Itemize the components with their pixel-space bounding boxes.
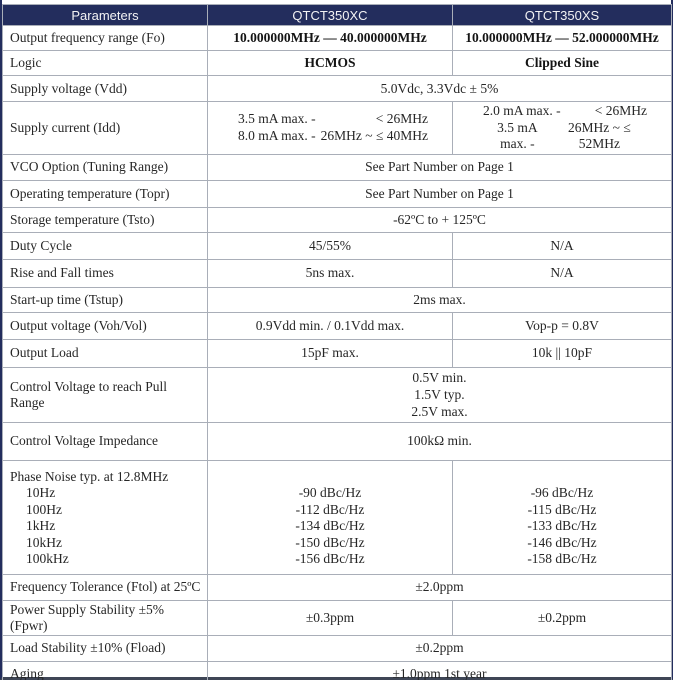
param-label: Load Stability ±10% (Fload) bbox=[3, 635, 208, 661]
param-label: Aging bbox=[3, 661, 208, 680]
row-supply-voltage bbox=[3, 76, 672, 102]
value-xs: N/A bbox=[453, 232, 672, 259]
value-span: ±2.0ppm bbox=[208, 574, 672, 600]
param-label: Power Supply Stability ±5% (Fpwr) bbox=[3, 600, 208, 635]
param-label: Frequency Tolerance (Ftol) at 25ºC bbox=[3, 574, 208, 600]
phase-noise-xs-value: -133 dBc/Hz bbox=[527, 518, 597, 534]
row-load-stability bbox=[3, 635, 672, 661]
idd-xs-line2 bbox=[457, 120, 667, 153]
value-xc: 15pF max. bbox=[208, 339, 453, 367]
value-xs bbox=[453, 102, 672, 155]
param-label: Start-up time (Tstup) bbox=[3, 287, 208, 312]
row-startup-time bbox=[3, 287, 672, 312]
value-xc: 5ns max. bbox=[208, 259, 453, 287]
param-label: Operating temperature (Topr) bbox=[3, 180, 208, 207]
row-frequency-tolerance bbox=[3, 574, 672, 600]
param-label bbox=[3, 460, 208, 574]
idd-xc-l1-right: < 26MHz bbox=[375, 111, 428, 127]
param-label: Control Voltage to reach Pull Range bbox=[3, 367, 208, 422]
idd-xs-l1-right: < 26MHz bbox=[594, 103, 647, 118]
value-span: ±1.0ppm 1st year bbox=[208, 661, 672, 680]
row-output-frequency-range bbox=[3, 26, 672, 51]
phase-noise-xs-value: -115 dBc/Hz bbox=[527, 501, 597, 517]
value-span bbox=[208, 367, 672, 422]
value-xs: N/A bbox=[453, 259, 672, 287]
value-xs: Vop-p = 0.8V bbox=[453, 312, 672, 339]
value-xc: ±0.3ppm bbox=[208, 600, 453, 635]
idd-xs-l2-left: 3.5 mA max. - bbox=[497, 119, 538, 151]
row-storage-temperature bbox=[3, 207, 672, 232]
value-xs: 10.000000MHz — 52.000000MHz bbox=[453, 26, 672, 51]
phase-noise-xc-value: -90 dBc/Hz bbox=[298, 485, 362, 501]
value-xc bbox=[208, 460, 453, 574]
phase-noise-freq: 100kHz bbox=[26, 551, 69, 567]
value-xc: 10.000000MHz — 40.000000MHz bbox=[208, 26, 453, 51]
header-model-qtct350xs: QTCT350XS bbox=[453, 5, 672, 26]
value-xc bbox=[208, 102, 453, 155]
phase-noise-xs-value: -96 dBc/Hz bbox=[530, 485, 594, 501]
phase-noise-xc-value: -134 dBc/Hz bbox=[295, 518, 365, 534]
value-span: 100kΩ min. bbox=[208, 422, 672, 460]
phase-noise-freq: 10kHz bbox=[26, 534, 62, 550]
phase-noise-freq: 100Hz bbox=[26, 501, 62, 517]
value-span: See Part Number on Page 1 bbox=[208, 154, 672, 180]
param-label: Duty Cycle bbox=[3, 232, 208, 259]
value-span: See Part Number on Page 1 bbox=[208, 180, 672, 207]
phase-noise-xc-value: -112 dBc/Hz bbox=[295, 501, 365, 517]
row-rise-fall-times bbox=[3, 259, 672, 287]
phase-noise-xc-value: -150 dBc/Hz bbox=[295, 534, 365, 550]
param-label: Supply current (Idd) bbox=[3, 102, 208, 155]
pull-range-max: 2.5V max. bbox=[411, 404, 468, 419]
phase-noise-xc-value: -156 dBc/Hz bbox=[295, 551, 365, 567]
value-xc: 0.9Vdd min. / 0.1Vdd max. bbox=[208, 312, 453, 339]
idd-xc-line2 bbox=[212, 128, 448, 145]
phase-noise-title: Phase Noise typ. at 12.8MHz bbox=[10, 468, 169, 484]
param-label: Output Load bbox=[3, 339, 208, 367]
param-label: Supply voltage (Vdd) bbox=[3, 76, 208, 102]
param-label: Rise and Fall times bbox=[3, 259, 208, 287]
value-span: 2ms max. bbox=[208, 287, 672, 312]
row-duty-cycle bbox=[3, 232, 672, 259]
row-control-voltage-pull-range bbox=[3, 367, 672, 422]
phase-noise-freq: 10Hz bbox=[26, 485, 56, 501]
idd-xc-l2-left: 8.0 mA max. - bbox=[238, 127, 316, 143]
phase-noise-xs-value: -158 dBc/Hz bbox=[527, 551, 597, 567]
phase-noise-xs-value: -146 dBc/Hz bbox=[527, 534, 597, 550]
phase-noise-freq: 1kHz bbox=[26, 518, 56, 534]
param-label: Logic bbox=[3, 51, 208, 76]
header-parameters: Parameters bbox=[3, 5, 208, 26]
row-control-voltage-impedance bbox=[3, 422, 672, 460]
phase-noise-spacer bbox=[457, 469, 667, 486]
idd-xc-line1 bbox=[212, 111, 448, 128]
row-operating-temperature bbox=[3, 180, 672, 207]
value-span: -62ºC to + 125ºC bbox=[208, 207, 672, 232]
row-power-supply-stability bbox=[3, 600, 672, 635]
row-logic bbox=[3, 51, 672, 76]
param-label: Output voltage (Voh/Vol) bbox=[3, 312, 208, 339]
param-label: Storage temperature (Tsto) bbox=[3, 207, 208, 232]
idd-xc-l2-right: 26MHz ~ ≤ 40MHz bbox=[320, 127, 428, 143]
phase-noise-spacer bbox=[212, 469, 448, 486]
value-xs: Clipped Sine bbox=[453, 51, 672, 76]
value-xc: HCMOS bbox=[208, 51, 453, 76]
idd-xs-l1-left: 2.0 mA max. - bbox=[483, 103, 561, 118]
row-phase-noise bbox=[3, 460, 672, 574]
param-label: Control Voltage Impedance bbox=[3, 422, 208, 460]
row-supply-current bbox=[3, 102, 672, 155]
idd-xs-line1 bbox=[457, 103, 667, 120]
value-xs: ±0.2ppm bbox=[453, 600, 672, 635]
row-aging bbox=[3, 661, 672, 680]
value-xc: 45/55% bbox=[208, 232, 453, 259]
pull-range-min: 0.5V min. bbox=[412, 370, 467, 385]
param-label: VCO Option (Tuning Range) bbox=[3, 154, 208, 180]
param-label: Output frequency range (Fo) bbox=[3, 26, 208, 51]
value-xs: 10k || 10pF bbox=[453, 339, 672, 367]
value-span: 5.0Vdc, 3.3Vdc ± 5% bbox=[208, 76, 672, 102]
value-xs bbox=[453, 460, 672, 574]
table-header-row bbox=[3, 5, 672, 26]
spec-table bbox=[2, 4, 672, 680]
header-model-qtct350xc: QTCT350XC bbox=[208, 5, 453, 26]
value-span: ±0.2ppm bbox=[208, 635, 672, 661]
row-vco-option bbox=[3, 154, 672, 180]
row-output-load bbox=[3, 339, 672, 367]
idd-xc-l1-left: 3.5 mA max. - bbox=[238, 111, 316, 127]
pull-range-typ: 1.5V typ. bbox=[414, 387, 465, 402]
idd-xs-l2-right: 26MHz ~ ≤ 52MHz bbox=[568, 119, 631, 151]
row-output-voltage bbox=[3, 312, 672, 339]
